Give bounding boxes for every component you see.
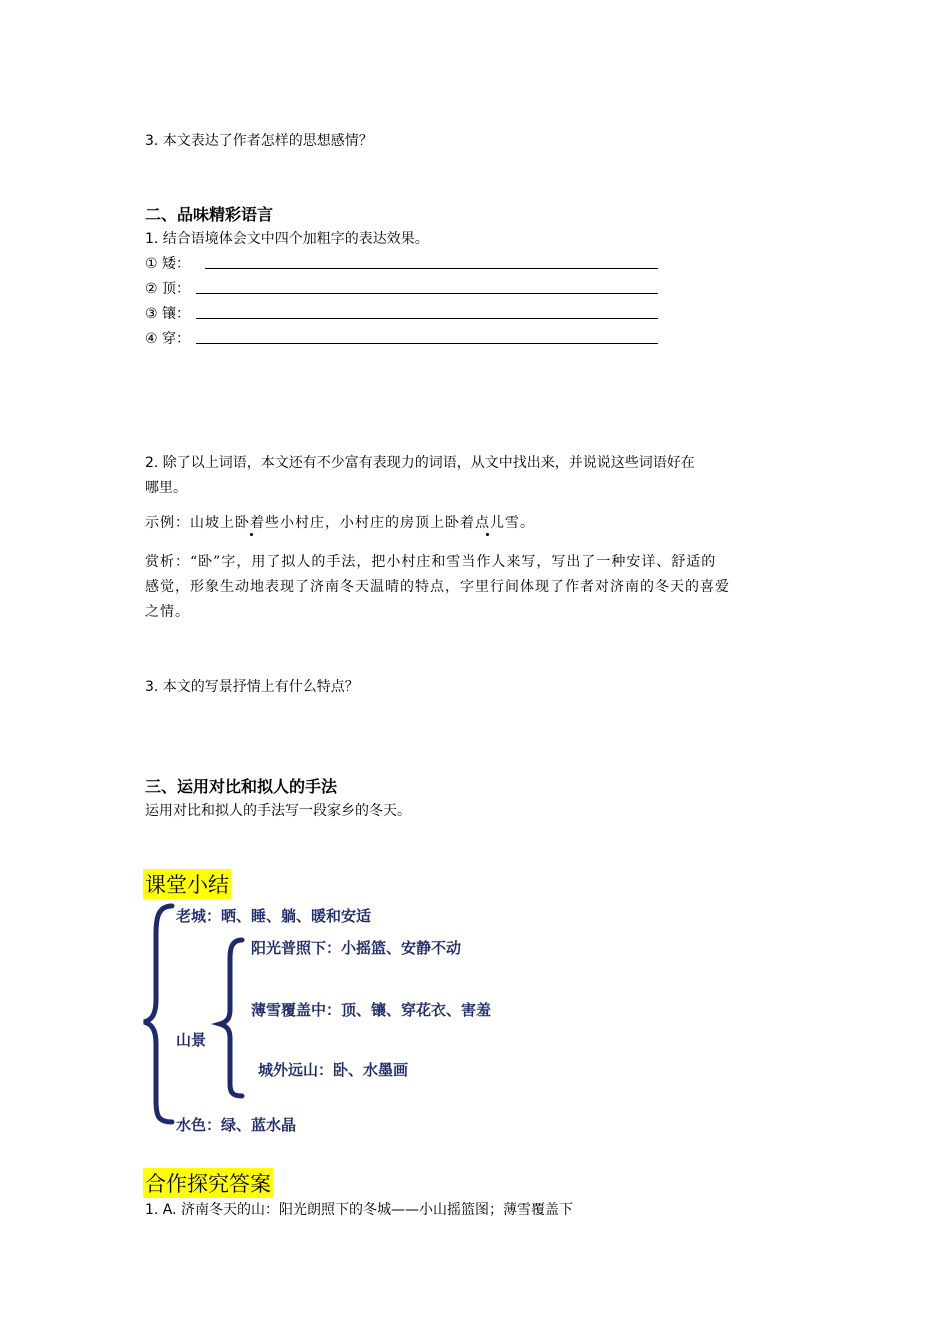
example-sentence: 示例：山坡上卧着些小村庄，小村庄的房顶上卧着点儿雪。 — [145, 515, 535, 531]
question-3-features: 3. 本文的写景抒情上有什么特点？ — [145, 679, 359, 695]
section-title-contrast: 三、运用对比和拟人的手法 — [145, 777, 338, 796]
inner-brace-icon — [220, 940, 242, 1096]
summary-old-city: 老城：晒、睡、躺、暖和安适 — [176, 907, 372, 925]
answer-line-2[interactable] — [196, 293, 658, 294]
analysis-line1: 赏析：“卧”字，用了拟人的手法，把小村庄和雪当作人来写，写出了一种安详、舒适的 — [145, 554, 717, 570]
blank-label-3: ③ 镶： — [145, 306, 191, 322]
emphasis-dot — [486, 533, 489, 536]
analysis-line2: 感觉，形象生动地表现了济南冬天温晴的特点，字里行间体现了作者对济南的冬天的喜爱 — [145, 579, 730, 595]
blank-label-2: ② 顶： — [145, 281, 191, 297]
question-1-bold-words: 1. 结合语境体会文中四个加粗字的表达效果。 — [145, 231, 429, 247]
blank-label-4: ④ 穿： — [145, 331, 191, 347]
summary-title: 课堂小结 — [143, 869, 231, 899]
blank-label-1: ① 矮： — [145, 256, 191, 272]
answer-line-3[interactable] — [196, 318, 658, 319]
writing-task: 运用对比和拟人的手法写一段家乡的冬天。 — [145, 803, 411, 819]
analysis-line3: 之情。 — [145, 604, 190, 620]
summary-sunny: 阳光普照下：小摇篮、安静不动 — [251, 939, 462, 957]
answers-title: 合作探究答案 — [143, 1168, 273, 1198]
question-3-emotion: 3. 本文表达了作者怎样的思想感情？ — [145, 133, 373, 149]
section-title-language: 二、品味精彩语言 — [145, 205, 274, 224]
question-2-line2: 哪里。 — [145, 480, 187, 496]
question-2-line1: 2. 除了以上词语，本文还有不少富有表现力的词语，从文中找出来，并说说这些词语好在 — [145, 455, 695, 471]
answer-line-1[interactable] — [205, 268, 658, 269]
answers-line1: 1. A. 济南冬天的山：阳光朗照下的冬城——小山摇篮图；薄雪覆盖下 — [145, 1202, 574, 1218]
summary-mountain-label: 山景 — [176, 1031, 207, 1049]
summary-water: 水色：绿、蓝水晶 — [176, 1116, 297, 1134]
answer-line-4[interactable] — [196, 343, 658, 344]
outer-brace-icon — [144, 906, 172, 1122]
summary-far-mountains: 城外远山：卧、水墨画 — [258, 1061, 409, 1079]
summary-snow: 薄雪覆盖中：顶、镶、穿花衣、害羞 — [251, 1001, 492, 1019]
emphasis-dot — [250, 533, 253, 536]
summary-brackets — [140, 900, 250, 1130]
